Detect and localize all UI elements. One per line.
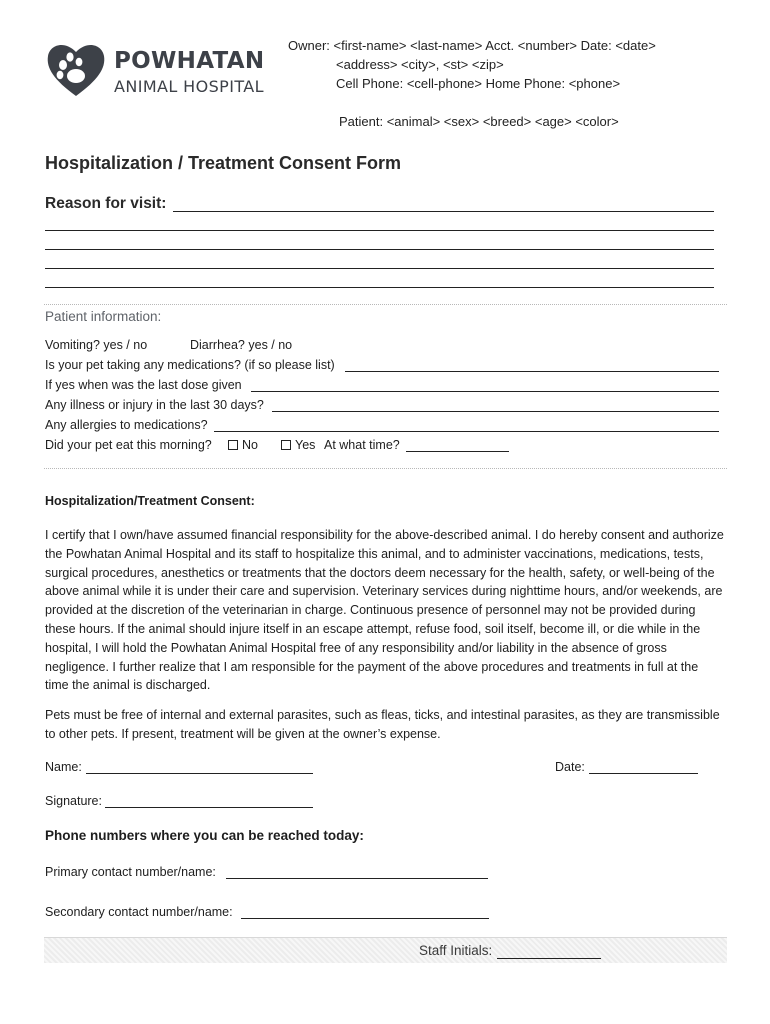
form-title: Hospitalization / Treatment Consent Form <box>45 153 402 173</box>
secondary-contact-label: Secondary contact number/name: <box>45 905 233 919</box>
date-label: Date: <box>555 760 585 774</box>
section-divider-2 <box>44 468 727 469</box>
secondary-contact-line[interactable] <box>241 918 489 919</box>
reason-line-4[interactable] <box>45 268 714 269</box>
reason-line-3[interactable] <box>45 249 714 250</box>
vomiting-question[interactable]: Vomiting? yes / no <box>45 338 148 352</box>
reason-line-5[interactable] <box>45 287 714 288</box>
eat-no-option[interactable] <box>228 438 258 452</box>
phones-heading: Phone numbers where you can be reached today: <box>45 828 364 843</box>
reason-line-1[interactable] <box>173 211 714 212</box>
yes-label: Yes <box>295 438 316 452</box>
name-label: Name: <box>45 760 82 774</box>
logo <box>46 40 276 100</box>
name-line[interactable] <box>86 773 313 774</box>
section-divider <box>44 304 727 305</box>
medications-question: Is your pet taking any medications? (if so please list) <box>45 358 335 372</box>
no-label: No <box>242 438 258 452</box>
yes-checkbox[interactable] <box>281 440 291 450</box>
logo-name: POWHATAN <box>114 48 265 74</box>
patient-info-label: Patient information: <box>45 309 162 324</box>
staff-initials-label: Staff Initials: <box>419 943 493 958</box>
allergies-question: Any allergies to medications? <box>45 418 208 432</box>
illness-line[interactable] <box>272 411 719 412</box>
eat-yes-option[interactable] <box>281 438 315 452</box>
diarrhea-question[interactable]: Diarrhea? yes / no <box>190 338 293 352</box>
allergies-line[interactable] <box>214 431 719 432</box>
medications-line[interactable] <box>345 371 719 372</box>
reason-label: Reason for visit: <box>45 195 167 212</box>
staff-initials-line[interactable] <box>497 958 601 959</box>
what-time-label: At what time? <box>324 438 400 452</box>
header-patient-line: Patient: <animal> <sex> <breed> <age> <color> <box>339 114 619 129</box>
signature-label: Signature: <box>45 794 102 808</box>
consent-paragraph: I certify that I own/have assumed financial responsibility for the above-described animal. I do hereby consent and authorize the Powhatan Animal Hospital and its staff to hospitalize this animal, and to administer vaccinations, medications, tests, surgical procedures, anesthetics or treatments that the doctors deem necessary for the health, safety, or well-being of the above animal while it is under their care and supervision. Veterinary services during nighttime hours, and/or weekends, are provided at the discretion of the veterinarian in charge. Continuous presence of personnel may not be provided during these hours. If the animal should injure itself in an escape attempt, refuse food, soil itself, become ill, or die while in the hospital, I will hold the Powhatan Animal Hospital free of any responsibility and/or liability in the absence of gross negligence. I further realize that I am responsible for the payment of the above procedures and treatments in full at the time the animal is discharged. <box>45 528 724 693</box>
staff-initials-bar <box>44 937 727 963</box>
illness-question: Any illness or injury in the last 30 days? <box>45 398 264 412</box>
no-checkbox[interactable] <box>228 440 238 450</box>
primary-contact-label: Primary contact number/name: <box>45 865 216 879</box>
signature-line[interactable] <box>105 807 313 808</box>
paw-heart-icon <box>46 40 106 98</box>
header-owner-line: Owner: <first-name> <last-name> Acct. <number> Date: <date> <box>288 38 656 53</box>
date-line[interactable] <box>589 773 698 774</box>
eat-question: Did your pet eat this morning? <box>45 438 212 452</box>
header-address-line: <address> <city>, <st> <zip> <box>336 57 504 72</box>
what-time-line[interactable] <box>406 451 509 452</box>
reason-line-2[interactable] <box>45 230 714 231</box>
header-phone-line: Cell Phone: <cell-phone> Home Phone: <phone> <box>336 76 621 91</box>
logo-subtitle: ANIMAL HOSPITAL <box>114 77 264 96</box>
consent-heading: Hospitalization/Treatment Consent: <box>45 494 255 508</box>
primary-contact-line[interactable] <box>226 878 488 879</box>
last-dose-line[interactable] <box>251 391 719 392</box>
last-dose-question: If yes when was the last dose given <box>45 378 242 392</box>
parasite-paragraph: Pets must be free of internal and external parasites, such as fleas, ticks, and intestinal parasites, as they are transmissible to other pets. If present, treatment will be given at the owner’s expense. <box>45 708 720 741</box>
